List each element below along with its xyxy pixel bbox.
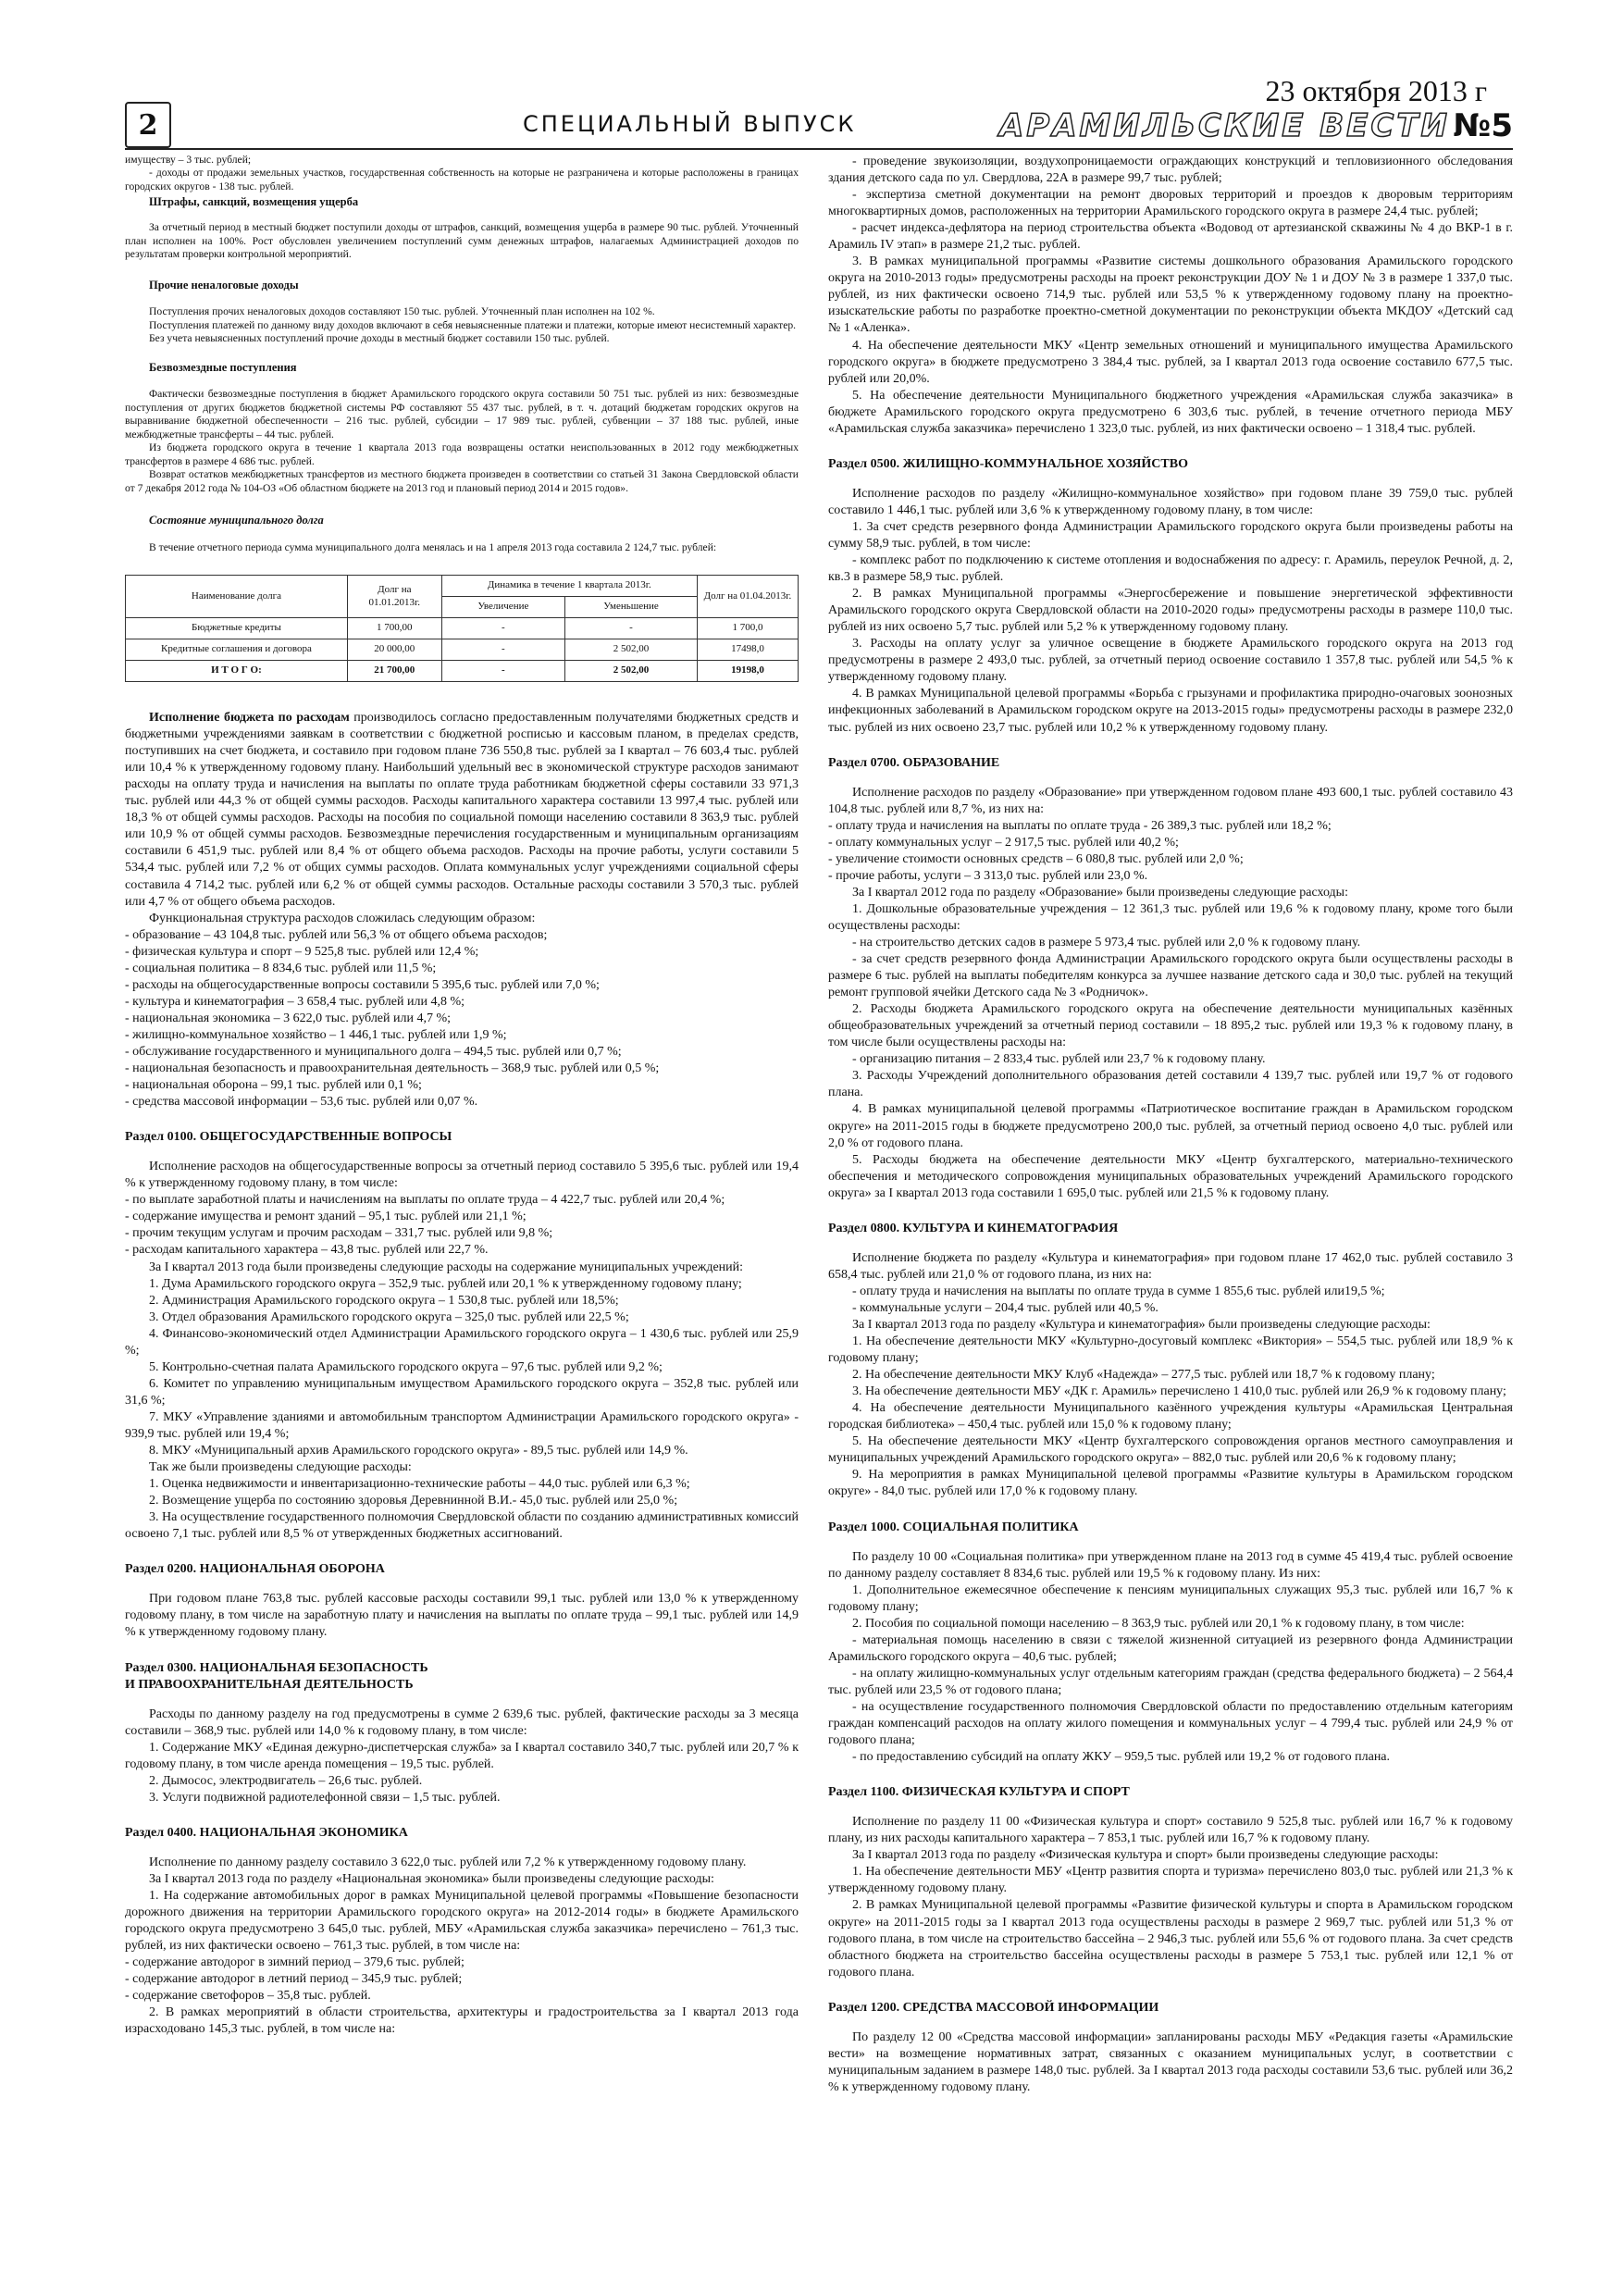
- table-cell: -: [441, 618, 564, 639]
- page-number: 2: [125, 102, 171, 148]
- list-item: 3. Услуги подвижной радиотелефонной связи – 1,5 тыс. рублей.: [149, 1790, 501, 1805]
- list-item: 1. На обеспечение деятельности МКУ «Культурно-досуговый комплекс «Виктория» – 554,5 тыс. рублей или 18,9 % к годовому плану;: [828, 1334, 1513, 1366]
- section-heading: Штрафы, санкций, возмещения ущерба: [149, 195, 359, 209]
- list-item: - содержание имущества и ремонт зданий – 95,1 тыс. рублей или 21,1 %;: [125, 1210, 527, 1224]
- list-item: 2. В рамках Муниципальной программы «Энергосбережение и повышение энергетической эффективности Арамильского городского округа Свердловской области на 2010-2020 годы» предусмотрены расходы в размере 110,0 тыс. рублей из них освоено 5,7 тыс. рублей или 5,2 % к утвержденному годовому плану.: [828, 587, 1513, 635]
- list-item: - материальная помощь населению в связи с тяжелой жизненной ситуацией из резервного фонда Администрации Арамильского городского округа – 40,6 тыс. рублей;: [828, 1632, 1513, 1664]
- paragraph: [125, 710, 799, 911]
- table-cell: Кредитные соглашения и договора: [126, 639, 348, 661]
- list-item: - комплекс работ по подключению к системе отопления и водоснабжения по адресу: г. Арамиль, переулок Речной, д. 2, кв.3 в размере 58,9 тыс. рублей.: [828, 553, 1513, 585]
- paragraph: - доходы от продажи земельных участков, государственная собственность на которые не разграничена и которые расположены в границах городских округов - 138 тыс. рублей.: [125, 167, 799, 192]
- paragraph: Так же были произведены следующие расходы:: [149, 1460, 412, 1475]
- paragraph: Исполнение по разделу 11 00 «Физическая культура и спорт» составило 9 525,8 тыс. рублей или 16,7 % к годовому плану, из них расходы капитального характера – 7 853,1 тыс. рублей или 16,7 % к годовому плану.: [828, 1815, 1513, 1846]
- table-header: Долг на 01.01.2013г.: [347, 576, 441, 618]
- paragraph: Из бюджета городского округа в течение 1 квартала 2013 года возвращены остатки неиспользованных в 2012 году межбюджетных трансфертов в размере 4 686 тыс. рублей.: [125, 441, 799, 467]
- table-row: [126, 618, 799, 639]
- section-heading: Раздел 0400. НАЦИОНАЛЬНАЯ ЭКОНОМИКА: [125, 1825, 408, 1840]
- issue-number: №5: [1453, 107, 1513, 144]
- list-item: - на осуществление государственного полномочия Свердловской области по предоставлению отдельным категориям граждан компенсаций расходов на оплату жилого помещения и коммунальных услуг – 4 799,4 тыс. рублей или 24,9 % от годового плана;: [828, 1699, 1513, 1748]
- section-heading: Раздел 0700. ОБРАЗОВАНИЕ: [828, 755, 1000, 770]
- paragraph: За I квартал 2012 года по разделу «Образование» были произведены следующие расходы:: [852, 885, 1348, 900]
- list-item: 8. МКУ «Муниципальный архив Арамильского городского округа» - 89,5 тыс. рублей или 14,9 %.: [149, 1444, 688, 1458]
- paragraph: Расходы по данному разделу на год предусмотрены в сумме 2 639,6 тыс. рублей, фактические расходы за 3 месяца составили – 368,9 тыс. рублей или 14,0 % к годовому плану, в том числе:: [125, 1706, 799, 1738]
- list-item: 3. На осуществление государственного полномочия Свердловской области по созданию административных комиссий освоено 7,1 тыс. рублей или 8,5 % от утвержденных бюджетных ассигнований.: [125, 1510, 799, 1542]
- revenue-section: [125, 154, 799, 554]
- table-cell: И Т О Г О:: [126, 661, 348, 682]
- table-header: Уменьшение: [565, 597, 698, 618]
- paragraph: В течение отчетного периода сумма муниципального долга менялась и на 1 апреля 2013 года составила 2 124,7 тыс. рублей:: [149, 540, 717, 553]
- table-header: Долг на 01.04.2013г.: [697, 576, 798, 618]
- list-item: 2. Дымосос, электродвигатель – 26,6 тыс. рублей.: [149, 1773, 423, 1788]
- paragraph: Исполнение по данному разделу составило 3 622,0 тыс. рублей или 7,2 % к утвержденному годовому плану.: [149, 1855, 747, 1869]
- table-header: Динамика в течение 1 квартала 2013г.: [441, 576, 697, 597]
- paragraph: Функциональная структура расходов сложилась следующим образом:: [149, 911, 536, 925]
- list-item: 5. Контрольно-счетная палата Арамильского городского округа – 97,6 тыс. рублей или 9,2 %;: [149, 1359, 663, 1374]
- list-item: 4. Финансово-экономический отдел Администрации Арамильского городского округа – 1 430,6 тыс. рублей или 25,9 %;: [125, 1326, 799, 1358]
- paragraph: имуществу – 3 тыс. рублей;: [125, 154, 252, 166]
- list-item: 7. МКУ «Управление зданиями и автомобильным транспортом Администрации Арамильского городского округа» - 939,9 тыс. рублей или 19,4 %;: [125, 1409, 799, 1441]
- list-item: 6. Комитет по управлению муниципальным имуществом Арамильского городского округа – 352,8 тыс. рублей или 31,6 %;: [125, 1376, 799, 1408]
- section-heading: И ПРАВООХРАНИТЕЛЬНАЯ ДЕЯТЕЛЬНОСТЬ: [125, 1677, 414, 1692]
- list-item: 2. Расходы бюджета Арамильского городского округа на обеспечение деятельности муниципальных казённых общеобразовательных учреждений за отчетный период составили – 18 895,2 тыс. рублей или 19,3 % к годовому плану, в том числе были осуществлены расходы на:: [828, 1002, 1513, 1050]
- list-item: - коммунальные услуги – 204,4 тыс. рублей или 40,5 %.: [852, 1300, 1158, 1315]
- paragraph: По разделу 12 00 «Средства массовой информации» запланированы расходы МБУ «Редакция газеты «Арамильские вести» на возмещение нормативных затрат, связанных с оказанием муниципальных услуг, в соответствии с муниципальным заданием в размере 148,0 тыс. рублей. За I квартал 2013 года расходы составили 53,6 тыс. рублей или 36,2 % к утвержденному годовому плану.: [828, 2029, 1513, 2094]
- paragraph: Поступления платежей по данному виду доходов включают в себя невыясненные платежи и платежи, которые имеют несистемный характер.: [149, 318, 797, 331]
- list-item: - содержание автодорог в зимний период – 379,6 тыс. рублей;: [125, 1955, 465, 1970]
- list-item: 2. На обеспечение деятельности МКУ Клуб «Надежда» – 277,5 тыс. рублей или 18,7 % к годовому плану;: [852, 1368, 1435, 1383]
- table-cell: 20 000,00: [347, 639, 441, 661]
- paragraph: За I квартал 2013 года по разделу «Национальная экономика» были произведены следующие расходы:: [149, 1871, 714, 1886]
- table-cell: -: [441, 639, 564, 661]
- list-item: - содержание автодорог в летний период – 345,9 тыс. рублей;: [125, 1972, 463, 1987]
- section-heading: Раздел 1000. СОЦИАЛЬНАЯ ПОЛИТИКА: [828, 1520, 1079, 1534]
- paragraph: Без учета невыясненных поступлений прочие доходы в местный бюджет составили 150 тыс. рублей.: [149, 332, 610, 345]
- paragraph: Поступления прочих неналоговых доходов составляют 150 тыс. рублей. Уточненный план исполнен на 102 %.: [149, 305, 655, 318]
- paragraph: Исполнение расходов на общегосударственные вопросы за отчетный период составило 5 395,6 тыс. рублей или 19,4 % к утвержденному годовому плану, в том числе:: [125, 1160, 799, 1191]
- paragraph: Возврат остатков межбюджетных трансфертов из местного бюджета произведен в соответствии со статьей 31 Закона Свердловской области от 7 декабря 2012 года № 104-ОЗ «Об областном бюджете на 2013 год и плановый период 2014 и 2015 годов».: [125, 468, 799, 494]
- section-heading: Раздел 0200. НАЦИОНАЛЬНАЯ ОБОРОНА: [125, 1562, 385, 1577]
- list-item: 3. Расходы на оплату услуг за уличное освещение в бюджете Арамильского городского округа на 2013 год предусмотрены в размере 2 493,0 тыс. рублей, за отчетный период освоение составило 1 357,8 тыс. рублей или 54,5 % к утвержденному годовому плану.: [828, 637, 1513, 685]
- list-item: - национальная безопасность и правоохранительная деятельность – 368,9 тыс. рублей или 0,5 %;: [125, 1061, 660, 1076]
- list-item: - обслуживание государственного и муниципального долга – 494,5 тыс. рублей или 0,7 %;: [125, 1045, 622, 1059]
- list-item: 5. На обеспечение деятельности МКУ «Центр бухгалтерского сопровождения органов местного самоуправления и муниципальных учреждений Арамильского городского округа» – 882,0 тыс. рублей или 20,6 % к годовому плану;: [828, 1434, 1513, 1466]
- paragraph: Исполнение расходов по разделу «Образование» при утвержденном годовом плане 493 600,1 тыс. рублей составило 43 104,8 тыс. рублей или 8,7 %, из них на:: [828, 785, 1513, 816]
- list-item: 1. Дополнительное ежемесячное обеспечение к пенсиям муниципальных служащих 95,3 тыс. рублей или 16,7 % к годовому плану;: [828, 1582, 1513, 1614]
- list-item: 2. В рамках мероприятий в области строительства, архитектуры и градостроительства за I квартал 2013 года израсходовано 145,3 тыс. рублей, в том числе на:: [125, 2005, 799, 2037]
- table-cell: -: [441, 661, 564, 682]
- list-item: - на оплату жилищно-коммунальных услуг отдельным категориям граждан (средства федерального бюджета) – 2 564,4 тыс. рублей или 23,5 % от годового плана;: [828, 1666, 1513, 1697]
- right-column: [828, 154, 1513, 2096]
- paragraph: При годовом плане 763,8 тыс. рублей кассовые расходы составили 99,1 тыс. рублей или 13,0 % к утвержденному годовому плану, в том числе на заработную плату и начисления на выплаты по оплате труда – 99,1 тыс. рублей или 14,9 % к утвержденному годовому плану.: [125, 1592, 799, 1640]
- list-item: - оплату труда и начисления на выплаты по оплате труда - 26 389,3 тыс. рублей или 18,2 %;: [828, 818, 1332, 833]
- list-item: - образование – 43 104,8 тыс. рублей или 56,3 % от общего объема расходов;: [125, 927, 548, 942]
- list-item: 1. На содержание автомобильных дорог в рамках Муниципальной целевой программы «Повышение безопасности дорожного движения на территории Арамильского городского округа» на 2012-2014 годы» в бюджете Арамильского городского округа предусмотрено 3 645,0 тыс. рублей, МБУ «Арамильская служба заказчика» перечислено – 761,3 тыс. рублей, из них фактически освоено – 761,3 тыс. рублей, в том числе на:: [125, 1889, 799, 1954]
- table-cell: 19198,0: [697, 661, 798, 682]
- list-item: - по предоставлению субсидий на оплату ЖКУ – 959,5 тыс. рублей или 19,2 % от годового плана.: [852, 1750, 1391, 1765]
- paragraph: По разделу 10 00 «Социальная политика» при утвержденном плане на 2013 год в сумме 45 419,4 тыс. рублей освоение по данному разделу составляет 8 834,6 тыс. рублей или 19,5 % к годовому плану. Из них:: [828, 1549, 1513, 1581]
- list-item: - организацию питания – 2 833,4 тыс. рублей или 23,7 % к годовому плану.: [852, 1052, 1266, 1067]
- debt-table: [125, 575, 799, 682]
- table-cell: 2 502,00: [565, 661, 698, 682]
- section-heading: Раздел 1200. СРЕДСТВА МАССОВОЙ ИНФОРМАЦИИ: [828, 2000, 1159, 2015]
- list-item: - культура и кинематография – 3 658,4 тыс. рублей или 4,8 %;: [125, 994, 465, 1009]
- list-item: 1. Дошкольные образовательные учреждения – 12 361,3 тыс. рублей или 19,6 % к годовому плану, кроме того были осуществлены расходы:: [828, 901, 1513, 933]
- section-heading: Раздел 0300. НАЦИОНАЛЬНАЯ БЕЗОПАСНОСТЬ: [125, 1660, 428, 1675]
- list-item: 4. На обеспечение деятельности МКУ «Центр земельных отношений и муниципального имущества Арамильского городского округа» в бюджете предусмотрено 3 384,4 тыс. рублей, за I квартал 2013 года освоение составило 677,5 тыс. рублей или 20,0%.: [828, 338, 1513, 386]
- section-heading: Безвозмездные поступления: [149, 360, 297, 374]
- paragraph-text: производилось согласно предоставленным получателями бюджетных средств и бюджетными учреждениями заявкам в соответствии с бюджетной росписью и кассовым планом, в пределах средств, поступивших на счет бюджета, и составило при годовом плане 736 550,8 тыс. рублей за I квартал – 76 603,4 тыс. рублей или 10,4 % к утвержденному годовому плану. Наибольший удельный вес в экономической структуре расходов занимают расходы на оплату труда и начисления на выплаты по оплате труда работникам бюджетной сферы составили 33 971,3 тыс. рублей или 44,3 % от общей суммы расходов. Расходы капитального характера составили 13 997,4 тыс. рублей или 18,3 % от общей суммы расходов. Расходы на пособия по социальной помощи населению составили 8 363,9 тыс. рублей или 10,9 % от общей суммы расходов. Безвозмездные перечисления государственным и муниципальным организациям составили 6 451,9 тыс. рублей или 8,4 % от общего объема расходов. Расходы на прочие работы, услуги составили 5 534,4 тыс. рублей или 7,2 % от общих суммы расходов. Оплата коммунальных услуг учреждениями социальной сферы составила 4 714,2 тыс. рублей или 6,2 % от общей суммы расходов. Остальные расходы составили 3 570,3 тыс. рублей или 4,7 % от общего объема расходов.: [125, 711, 799, 909]
- list-item: 4. На обеспечение деятельности Муниципального казённого учреждения культуры «Арамильская Центральная городская библиотека» – 450,4 тыс. рублей или 15,0 % к годовому плану;: [828, 1401, 1513, 1433]
- list-item: 3. На обеспечение деятельности МБУ «ДК г. Арамиль» перечислено 1 410,0 тыс. рублей или 26,9 % к годовому плану;: [852, 1384, 1506, 1399]
- list-item: - национальная экономика – 3 622,0 тыс. рублей или 4,7 %;: [125, 1011, 452, 1025]
- list-item: - на строительство детских садов в размере 5 973,4 тыс. рублей или 2,0 % к годовому плану.: [852, 936, 1361, 950]
- paragraph: За I квартал 2013 года по разделу «Культура и кинематография» были произведены следующие расходы:: [852, 1318, 1431, 1332]
- list-item: 2. Возмещение ущерба по состоянию здоровья Деревнинной В.И.- 45,0 тыс. рублей или 25,0 %;: [149, 1494, 678, 1508]
- bold-lead: Исполнение бюджета по расходам: [149, 711, 350, 726]
- table-cell: -: [565, 618, 698, 639]
- list-item: 1. Дума Арамильского городского округа – 352,9 тыс. рублей или 20,1 % к утвержденному годовому плану;: [149, 1276, 742, 1291]
- list-item: - оплату труда и начисления на выплаты по оплате труда в сумме 1 855,6 тыс. рублей или19,5 %;: [852, 1284, 1385, 1298]
- list-item: - за счет средств резервного фонда Администрации Арамильского городского округа были осуществлены расходы в размере 6 тыс. рублей на выплаты победителям конкурса за лучшее название детского сада и 30,0 тыс. рублей на текущий ремонт групповой ячейки Детского сада № 3 «Родничок».: [828, 952, 1513, 1000]
- section-heading: Раздел 1100. ФИЗИЧЕСКАЯ КУЛЬТУРА И СПОРТ: [828, 1785, 1130, 1800]
- list-item: - прочие работы, услуги – 3 313,0 тыс. рублей или 23,0 %.: [828, 868, 1148, 883]
- table-cell: 2 502,00: [565, 639, 698, 661]
- header-divider: [125, 148, 1513, 150]
- list-item: 1. Оценка недвижимости и инвентаризационно-технические работы – 44,0 тыс. рублей или 6,3 %;: [149, 1477, 690, 1492]
- list-item: - расходам капитального характера – 43,8 тыс. рублей или 22,7 %.: [125, 1243, 489, 1258]
- list-item: - жилищно-коммунальное хозяйство – 1 446,1 тыс. рублей или 1,9 %;: [125, 1027, 507, 1042]
- paragraph: За I квартал 2013 года по разделу «Физическая культура и спорт» были произведены следующие расходы:: [852, 1848, 1439, 1863]
- section-heading: Состояние муниципального долга: [149, 514, 324, 527]
- table-cell: 21 700,00: [347, 661, 441, 682]
- list-item: - средства массовой информации – 53,6 тыс. рублей или 0,07 %.: [125, 1095, 478, 1110]
- list-item: - оплату коммунальных услуг – 2 917,5 тыс. рублей или 40,2 %;: [828, 835, 1179, 850]
- paragraph: Фактически безвозмездные поступления в бюджет Арамильского городского округа составили 50 751 тыс. рублей из них: безвозмездные поступления от других бюджетов бюджетной системы РФ составляют 55 437 тыс. рублей, в т. ч. дотаций бюджетам городских округов на выравнивание бюджетной обеспеченности – 216 тыс. рублей, субсидии – 17 989 тыс. рублей, субвенции – 37 188 тыс. рублей, иные межбюджетные трансферты – 44 тыс. рублей.: [125, 388, 799, 441]
- table-header: Увеличение: [441, 597, 564, 618]
- list-item: 9. На мероприятия в рамках Муниципальной целевой программы «Развитие культуры в Арамильском городском округе» - 84,0 тыс. рублей или 17,0 % к годовому плану.: [828, 1468, 1513, 1499]
- section-heading: Раздел 0800. КУЛЬТУРА И КИНЕМАТОГРАФИЯ: [828, 1221, 1119, 1235]
- list-item: - физическая культура и спорт – 9 525,8 тыс. рублей или 12,4 %;: [125, 944, 479, 959]
- list-item: - национальная оборона – 99,1 тыс. рублей или 0,1 %;: [125, 1078, 422, 1093]
- paragraph: Исполнение расходов по разделу «Жилищно-коммунальное хозяйство» при годовом плане 39 759,0 тыс. рублей составило 1 446,1 тыс. рублей или 3,6 % к утвержденному годовому плану, в том числе:: [828, 486, 1513, 517]
- list-item: 5. На обеспечение деятельности Муниципального бюджетного учреждения «Арамильская служба заказчика» в бюджете Арамильского городского округа предусмотрено 6 303,6 тыс. рублей, в течение отчетного периода МБУ «Арамильская служба заказчика» перечислено 1 323,0 тыс. рублей, из них фактически освоено – 1 318,4 тыс. рублей.: [828, 388, 1513, 436]
- table-cell: 1 700,00: [347, 618, 441, 639]
- table-row: [126, 639, 799, 661]
- paragraph: Исполнение бюджета по разделу «Культура и кинематография» при годовом плане 17 462,0 тыс. рублей составило 3 658,4 тыс. рублей или 21,0 % от годового плана, из них на:: [828, 1250, 1513, 1282]
- paragraph: За I квартал 2013 года были произведены следующие расходы на содержание муниципальных учреждений:: [149, 1260, 744, 1274]
- list-item: 1. На обеспечение деятельности МБУ «Центр развития спорта и туризма» перечислено 803,0 тыс. рублей или 21,3 % к утвержденному годовому плану.: [828, 1865, 1513, 1896]
- list-item: - прочим текущим услугам и прочим расходам – 331,7 тыс. рублей или 9,8 %;: [125, 1226, 553, 1241]
- list-item: - социальная политика – 8 834,6 тыс. рублей или 11,5 %;: [125, 961, 437, 975]
- table-header: Наименование долга: [126, 576, 348, 618]
- table-cell: 1 700,0: [697, 618, 798, 639]
- section-heading: Раздел 0500. ЖИЛИЩНО-КОММУНАЛЬНОЕ ХОЗЯЙСТВО: [828, 456, 1188, 471]
- list-item: 1. Содержание МКУ «Единая дежурно-диспетчерская служба» за I квартал составило 340,7 тыс. рублей или 20,7 % к годовому плану, в том числе аренда помещения – 19,5 тыс. рублей.: [125, 1740, 799, 1771]
- list-item: 3. В рамках муниципальной программы «Развитие системы дошкольного образования Арамильского городского округа на 2010-2013 годы» предусмотрены расходы на проект реконструкции ДОУ № 1 и ДОУ № 3 в размере 1 337,0 тыс. рублей, из них фактически освоено 714,9 тыс. рублей или 53,5 % к утвержденному годовому плану на проектно-изыскательские работы по разработке проектно-сметной документации по реконструкции объекта МКДОУ «Детский сад № 1 «Аленка».: [828, 254, 1513, 336]
- list-item: - расходы на общегосударственные вопросы составили 5 395,6 тыс. рублей или 7,0 %;: [125, 977, 600, 992]
- list-item: 2. В рамках Муниципальной целевой программы «Развитие физической культуры и спорта в Арамильском городском округе» на 2011-2015 годы за I квартал 2013 года осуществлены расходы в размере 2 969,7 тыс. рублей или 51,3 % от годового плана, в том числе на строительство бассейна – 2 946,3 тыс. рублей или 55,6 % от годового плана. За счет средств областного бюджета на строительство бассейна осуществлены расходы в размере 5 753,1 тыс. рублей или 12,1 % от годового плана.: [828, 1898, 1513, 1980]
- table-row: [126, 661, 799, 682]
- section-heading: Раздел 0100. ОБЩЕГОСУДАРСТВЕННЫЕ ВОПРОСЫ: [125, 1130, 452, 1145]
- expenditure-section: [125, 710, 799, 2038]
- list-item: - экспертиза сметной документации на ремонт дворовых территорий и проездов к дворовым территориям многоквартирных домов, расположенных на территории Арамильского городского округа в размере 24,4 тыс. рублей;: [828, 188, 1513, 219]
- left-column: [125, 154, 799, 2038]
- page-header: [125, 67, 1513, 144]
- list-item: - по выплате заработной платы и начислениям на выплаты по оплате труда – 4 422,7 тыс. рублей или 20,4 %;: [125, 1193, 725, 1208]
- list-item: 1. За счет средств резервного фонда Администрации Арамильского городского округа были произведены работы на сумму 58,9 тыс. рублей, в том числе:: [828, 519, 1513, 551]
- list-item: - увеличение стоимости основных средств – 6 080,8 тыс. рублей или 2,0 %;: [828, 851, 1244, 866]
- list-item: 2. Пособия по социальной помощи населению – 8 363,9 тыс. рублей или 20,1 % к годовому плану, в том числе:: [852, 1616, 1465, 1631]
- table-cell: 17498,0: [697, 639, 798, 661]
- list-item: 3. Отдел образования Арамильского городского округа – 325,0 тыс. рублей или 22,5 %;: [149, 1309, 629, 1324]
- list-item: 5. Расходы бюджета на обеспечение деятельности МКУ «Центр бухгалтерского, материально-технического обеспечения и методического сопровождения муниципальных образовательных учреждений Арамильского городского округа» за I квартал 2013 года составили 1 695,0 тыс. рублей или 21,5 % к годовому плану.: [828, 1152, 1513, 1200]
- paragraph: За отчетный период в местный бюджет поступили доходы от штрафов, санкций, возмещения ущерба в размере 90 тыс. рублей. Уточненный план исполнен на 100%. Рост обусловлен увеличением поступлений сумм денежных штрафов, налагаемых Администрацией доходов по результатам проверки контрольной мероприятий.: [125, 221, 799, 261]
- list-item: 3. Расходы Учреждений дополнительного образования детей составили 4 139,7 тыс. рублей или 19,7 % от годового плана.: [828, 1069, 1513, 1100]
- list-item: - проведение звукоизоляции, воздухопроницаемости ограждающих конструкций и тепловизионного обследования здания детского сада по ул. Свердлова, 22А в размере 99,7 тыс. рублей;: [828, 155, 1513, 186]
- list-item: - содержание светофоров – 35,8 тыс. рублей.: [125, 1989, 371, 2004]
- newspaper-title: АРАМИЛЬСКИЕ ВЕСТИ: [999, 107, 1450, 144]
- list-item: 4. В рамках муниципальной целевой программы «Патриотическое воспитание граждан в Арамильском городском округе» на 2011-2015 годы в бюджете предусмотрено 200,0 тыс. рублей, за отчетный период освоено 4,0 тыс. рублей или 2,0 % от годового плана.: [828, 1102, 1513, 1150]
- table-cell: Бюджетные кредиты: [126, 618, 348, 639]
- issue-date: 23 октября 2013 г: [1265, 74, 1487, 107]
- list-item: 2. Администрация Арамильского городского округа – 1 530,8 тыс. рублей или 18,5%;: [149, 1293, 619, 1308]
- list-item: - расчет индекса-дефлятора на период строительства объекта «Водовод от артезианской скважины № 4 до ВКР-1 в г. Арамиль IV этап» в размере 21,2 тыс. рублей.: [828, 221, 1513, 253]
- section-heading: Прочие неналоговые доходы: [149, 278, 299, 292]
- list-item: 4. В рамках Муниципальной целевой программы «Борьба с грызунами и профилактика природно-очаговых зоонозных инфекционных заболеваний в Арамильском городском округе на 2013-2015 годы» предусмотрены расходы в размере 232,0 тыс. рублей из них освоено 23,7 тыс. рублей или 10,2 % к утвержденному годовому плану.: [828, 687, 1513, 735]
- special-issue-label: СПЕЦИАЛЬНЫЙ ВЫПУСК: [523, 111, 857, 137]
